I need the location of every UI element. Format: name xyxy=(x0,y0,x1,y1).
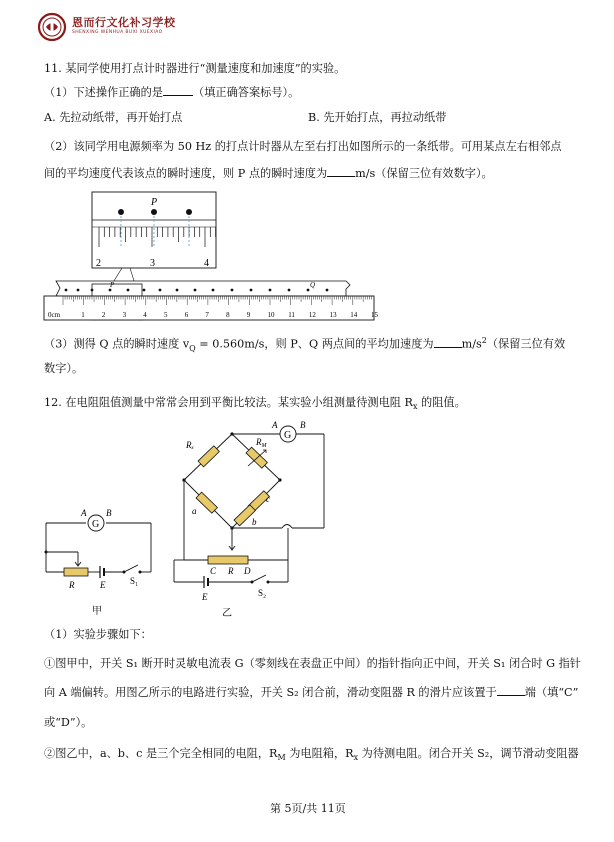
q12-step2-tail: 为待测电阻。闭合开关 S₂，调节滑动变阻器 xyxy=(358,747,579,760)
circuit-yi xyxy=(166,410,336,622)
tape-dot xyxy=(307,289,310,292)
ruler-label: 2 xyxy=(101,311,106,319)
s2-label: S₂ xyxy=(258,588,267,598)
q11-part3-line1 xyxy=(44,334,565,356)
q11-part3-sub: Q xyxy=(189,343,196,353)
ruler xyxy=(44,296,374,320)
ruler-label: 4 xyxy=(143,311,147,319)
q11-part1-tail: （填正确答案标号）。 xyxy=(193,86,300,99)
ruler-label: 5 xyxy=(164,311,168,319)
q11-option-b: B. 先开始打点，再拉动纸带 xyxy=(308,111,447,124)
caption-yi: 乙 xyxy=(222,608,232,619)
tape-dot xyxy=(288,289,291,292)
q11-part1-text: （1）下述操作正确的是 xyxy=(44,86,163,99)
q12-step2-line1 xyxy=(44,747,579,765)
school-name: 恩而行文化补习学校 xyxy=(72,16,176,29)
tape-dot xyxy=(231,289,234,292)
zoom-dot-left xyxy=(118,209,124,215)
ruler-label: 6 xyxy=(184,311,189,319)
rheostat-yi xyxy=(208,556,248,564)
zoom-label-p: P xyxy=(151,197,158,208)
paper-tape xyxy=(56,281,350,296)
zoom-label-4: 4 xyxy=(204,258,209,269)
q11-stem: 11. 某同学使用打点计时器进行“测量速度和加速度”的实验。 xyxy=(44,62,346,75)
q11-part2-line2 xyxy=(44,167,493,181)
caption-jia: 甲 xyxy=(92,606,102,617)
b-label: B xyxy=(106,508,112,518)
a-label-yi: A xyxy=(272,420,278,430)
r-label-yi: R xyxy=(228,566,234,576)
label-a: a xyxy=(192,506,197,516)
q12-stem-text: 12. 在电阻阻值测量中常常会用到平衡比较法。某实验小组测量待测电阻 R xyxy=(44,396,413,409)
zoom-label-3: 3 xyxy=(150,258,155,269)
ruler-label: 15 xyxy=(371,311,378,319)
label-b: b xyxy=(252,517,257,527)
ruler-label: 12 xyxy=(308,311,316,319)
q12-step1-line2 xyxy=(44,686,578,700)
rm-label: $R_M$ xyxy=(256,437,267,449)
school-logo xyxy=(36,10,76,50)
ruler-label: 11 xyxy=(288,311,295,319)
tape-dot xyxy=(326,289,329,292)
answer-blank xyxy=(163,95,193,96)
label-c: c xyxy=(266,494,270,504)
page-footer: 第 5页/共 11页 xyxy=(270,802,346,815)
tape-figure xyxy=(40,186,380,326)
zoom-dot-right xyxy=(186,209,192,215)
zoom-dot-p xyxy=(151,209,157,215)
ruler-label: 14 xyxy=(350,311,358,319)
tape-dot xyxy=(250,289,253,292)
q11-part2-line2-text: 间的平均速度代表该点的瞬时速度，则 P 点的瞬时速度为 xyxy=(44,167,328,180)
e-label: E xyxy=(100,580,106,590)
e-label-yi: E xyxy=(202,592,208,602)
answer-blank xyxy=(497,695,525,696)
resistor-rx xyxy=(198,446,219,467)
zoom-label-2: 2 xyxy=(96,258,101,269)
q11-part2-line1: （2）该同学用电源频率为 50 Hz 的打点计时器从左至右打出如图所示的一条纸带。可用某点左右相邻点 xyxy=(44,140,562,153)
ruler-label: 1 xyxy=(81,311,85,319)
d-label: D xyxy=(244,566,251,576)
tape-dot xyxy=(176,289,179,292)
q11-part3-text: （3）测得 Q 点的瞬时速度 v xyxy=(44,337,190,351)
tape-label-p: P xyxy=(110,281,115,289)
rheostat-r xyxy=(64,568,88,576)
tape-dot xyxy=(143,289,146,292)
c-label: C xyxy=(210,566,217,576)
tape-dot xyxy=(109,289,112,292)
tape-dot xyxy=(269,289,272,292)
q12-step1-line3: 或“D”）。 xyxy=(44,716,93,729)
q11-part1 xyxy=(44,86,299,100)
answer-blank xyxy=(327,176,355,177)
ruler-unit: 0cm xyxy=(48,311,61,319)
switch-s2 xyxy=(252,575,266,582)
b-label-yi: B xyxy=(300,420,306,430)
g-label: G xyxy=(92,519,100,530)
school-emblem-icon xyxy=(36,10,76,46)
q12-step1-line1: ①图甲中，开关 S₁ 断开时灵敏电流表 G（零刻线在表盘正中间）的指针指向正中间，开关 S₁ 闭合时 G 指针 xyxy=(44,657,581,670)
tape-dot xyxy=(65,289,68,292)
q11-option-a: A. 先拉动纸带，再开始打点 xyxy=(44,111,183,124)
q11-part3-mid: = 0.560m/s，则 P、Q 两点间的平均加速度为 xyxy=(195,337,434,351)
ruler-label: 9 xyxy=(246,311,251,319)
tape-dot xyxy=(127,289,130,292)
g-label-yi: G xyxy=(284,430,292,441)
r-label: R xyxy=(69,580,75,590)
q11-part3-unit: m/s xyxy=(461,337,482,351)
q12-step2-sub1: M xyxy=(277,753,286,763)
a-label: A xyxy=(81,508,87,518)
q12-step1-line2-text: 向 A 端偏转。用图乙所示的电路进行实验，开关 S₂ 闭合前，滑动变阻器 R 的滑片应该置于 xyxy=(44,686,497,699)
tape-dot xyxy=(77,289,80,292)
tape-dot xyxy=(194,289,197,292)
circuit-jia xyxy=(36,508,166,620)
q12-step1-line2-tail: 端（填“C” xyxy=(524,686,579,699)
q11-part3-sup: 2 xyxy=(481,336,487,345)
q11-part3-line2: 数字）。 xyxy=(44,362,84,375)
resistor-a xyxy=(196,492,217,513)
school-name-en: SHENXING WENHUA BUXI XUEXIAO xyxy=(72,30,163,35)
ruler-label: 7 xyxy=(205,311,209,319)
q12-step2-sub2: x xyxy=(353,753,359,763)
tape-label-q: Q xyxy=(310,281,316,289)
switch-s1 xyxy=(124,565,138,572)
q12-stem-sub: x xyxy=(412,402,418,412)
q12-steps-title: （1）实验步骤如下： xyxy=(44,628,152,641)
tape-dot xyxy=(159,289,162,292)
ruler-label: 10 xyxy=(267,311,275,319)
q12-step2-mid: 为电阻箱，R xyxy=(285,747,354,760)
q11-part2-line2-tail: m/s（保留三位有效数字）。 xyxy=(355,167,493,180)
s1-label: S₁ xyxy=(130,576,139,586)
q12-stem-tail: 的阻值。 xyxy=(417,396,466,409)
answer-blank xyxy=(434,347,462,348)
q12-step2-text: ②图乙中，a、b、c 是三个完全相同的电阻，R xyxy=(44,747,278,760)
rx-label: Rₓ xyxy=(186,440,195,450)
ruler-label: 13 xyxy=(329,311,337,319)
tape-dot xyxy=(212,289,215,292)
ruler-label: 3 xyxy=(122,311,127,319)
ruler-label: 8 xyxy=(226,311,230,319)
q11-part3-tail: （保留三位有效 xyxy=(486,337,566,351)
